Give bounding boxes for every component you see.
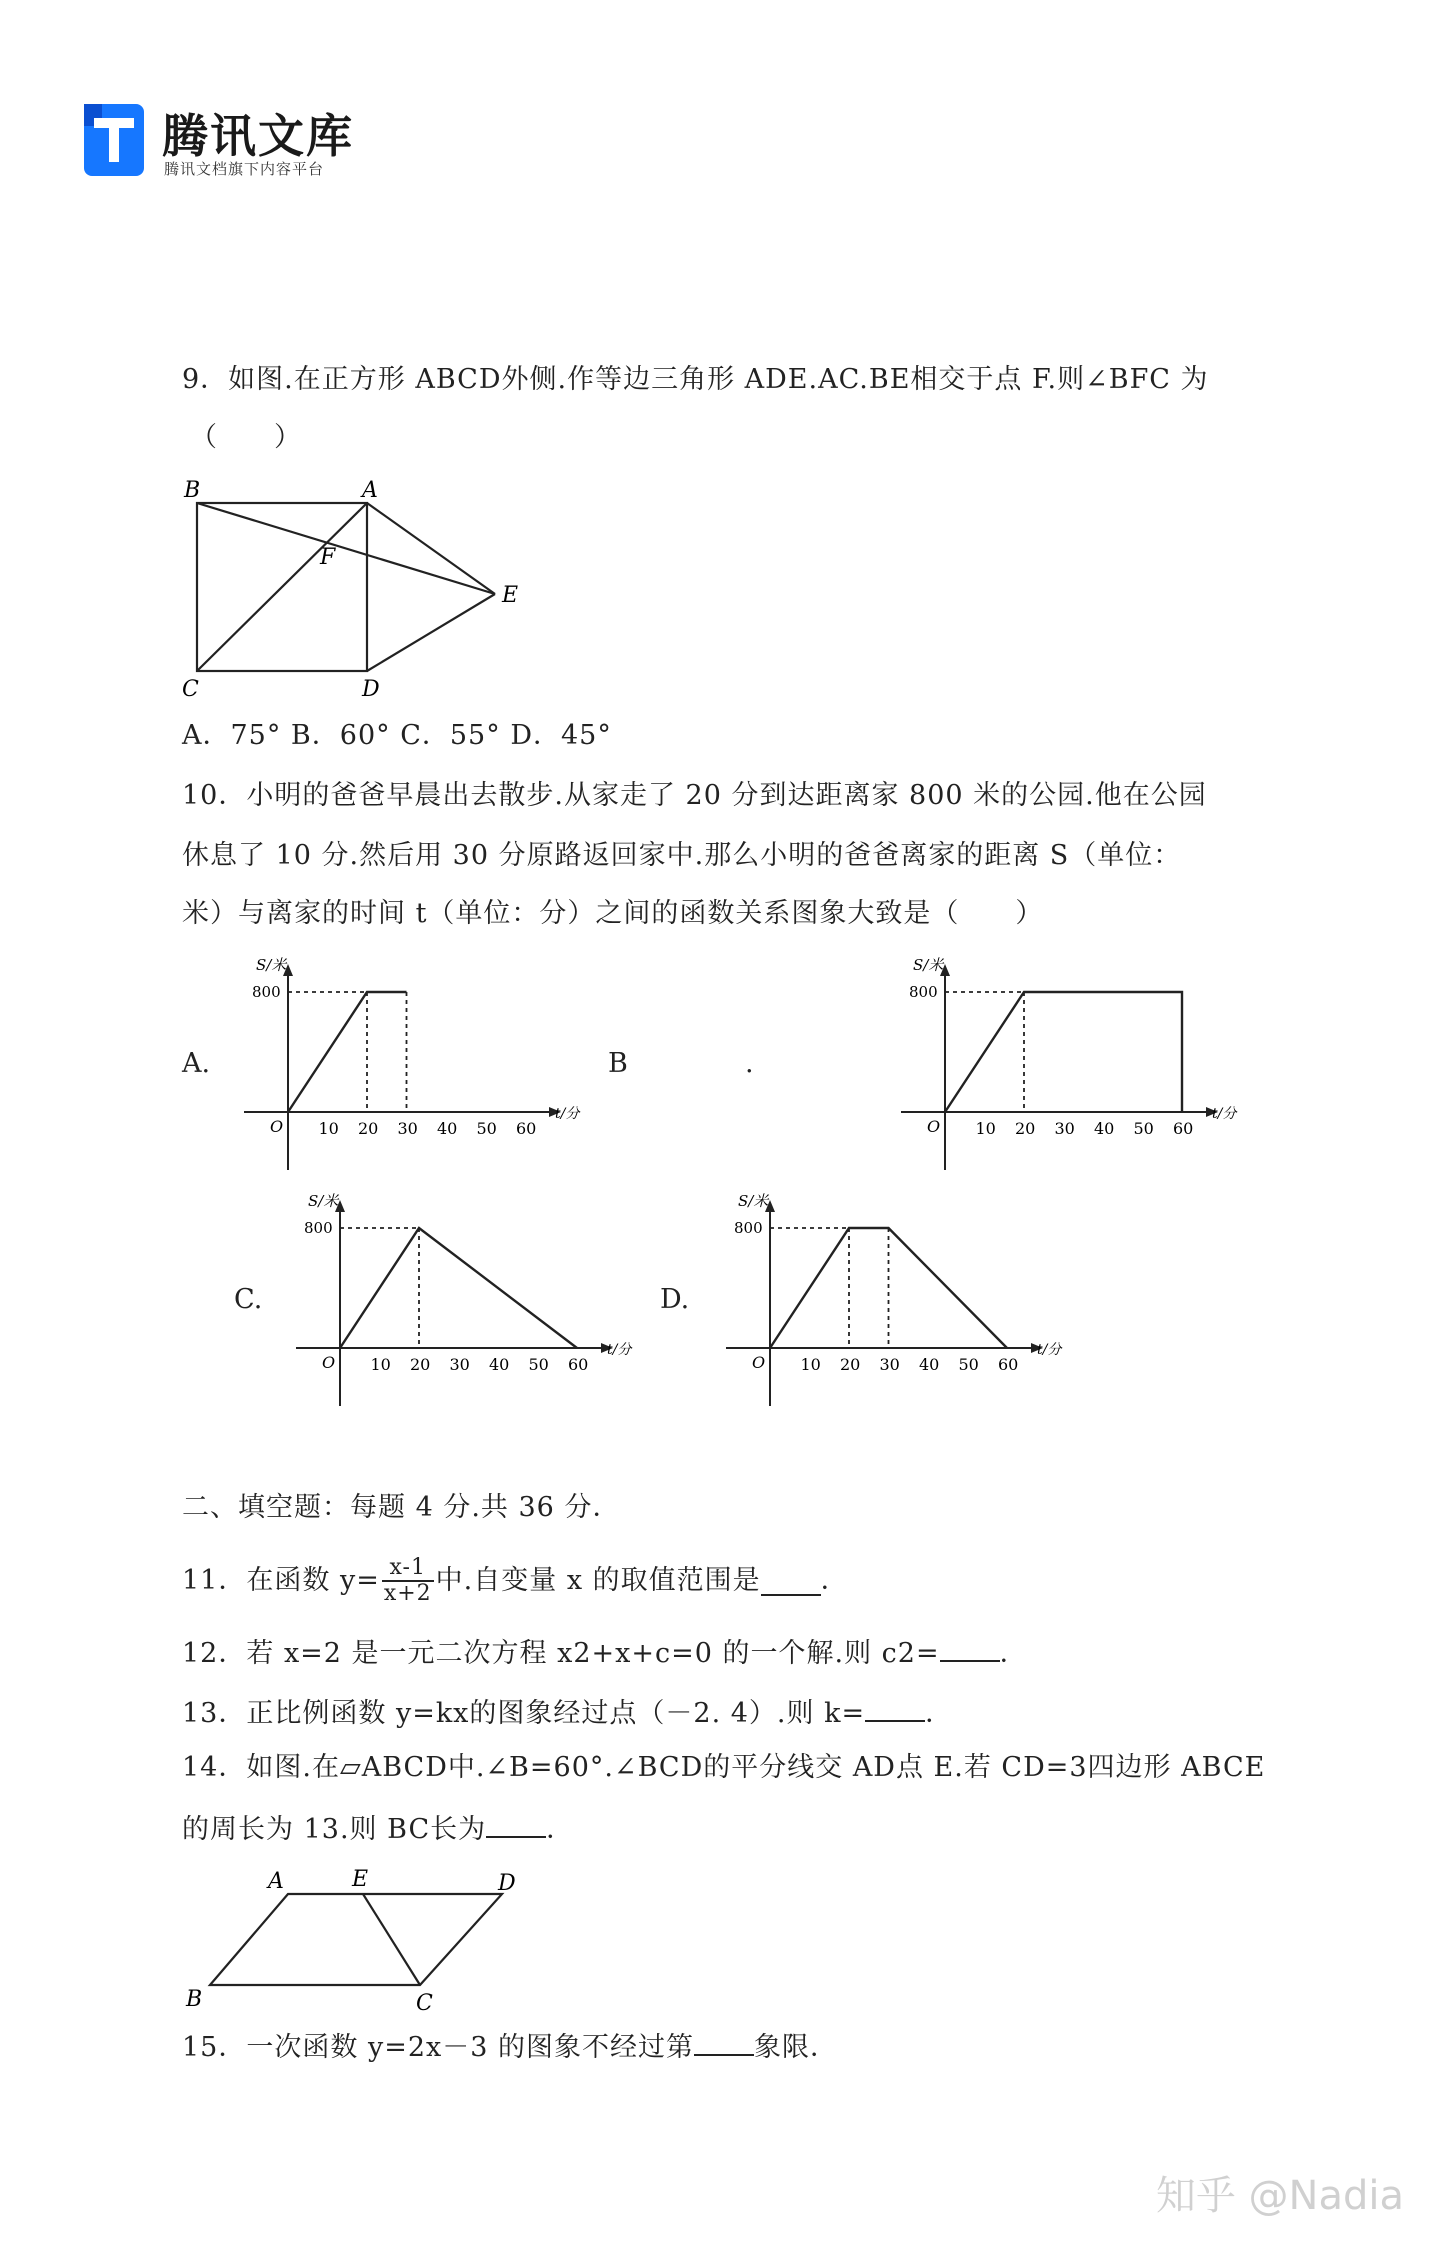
label-A: A [362,478,378,503]
q9-options: A．75° B．60° C．55° D．45° [182,720,612,751]
x-tick-label: 60 [568,1355,589,1374]
label-C: C [182,677,199,702]
label-B: B [184,478,201,503]
logo-title: 腾讯文库 [162,109,354,163]
q11-prefix: 11．在函数 y= [182,1565,380,1596]
q11-numerator: x-1 [382,1556,434,1582]
x-tick-label: 20 [1015,1119,1036,1138]
label-D: D [498,1871,516,1896]
q13-text: 13．正比例函数 y=kx的图象经过点（－2. 4）.则 k= [182,1698,866,1729]
x-tick-label: 10 [975,1119,996,1138]
option-B-label: B [608,1048,628,1079]
q13-blank[interactable] [865,1692,925,1722]
q12-text: 12．若 x=2 是一元二次方程 x2+x+c=0 的一个解.则 c2= [182,1638,940,1669]
label-B: B [186,1987,203,2012]
x-tick-label: 60 [516,1119,537,1138]
tencent-docs-t-icon [84,104,144,176]
y-tick-800: 800 [909,983,938,1001]
x-tick-label: 50 [958,1355,979,1374]
q14-end: ． [546,1814,575,1845]
x-tick-label: 50 [1133,1119,1154,1138]
series-line [945,992,1182,1112]
q10-line1: 10．小明的爸爸早晨出去散步.从家走了 20 分到达距离家 800 米的公园.他在公园 [182,780,1207,811]
q14-blank[interactable] [486,1808,546,1838]
graph-D [710,1186,1070,1411]
section2-heading: 二、填空题：每题 4 分.共 36 分． [182,1492,621,1523]
x-tick-label: 20 [840,1355,861,1374]
origin-label: O [270,1117,284,1136]
option-A-label: A. [182,1048,211,1079]
label-E: E [352,1867,369,1892]
graph-C [280,1186,640,1411]
q14-line2-wrap [182,1808,574,1848]
x-tick-label: 30 [1054,1119,1075,1138]
y-tick-800: 800 [304,1219,333,1237]
q13-end: ． [925,1698,954,1729]
q14-line1: 14．如图.在▱ABCD中.∠B=60°.∠BCD的平分线交 AD点 E.若 CD=3四边形 ABCE [182,1752,1266,1783]
q11-denominator: x+2 [383,1581,432,1606]
x-axis-label: t/分 [1212,1106,1237,1122]
q11-suffix: 中.自变量 x 的取值范围是 [435,1565,761,1596]
logo-subtitle: 腾讯文档旗下内容平台 [164,160,325,178]
x-axis-label: t/分 [607,1342,632,1358]
label-D: D [362,677,380,702]
x-tick-label: 40 [1094,1119,1115,1138]
label-F: F [320,545,336,570]
origin-label: O [927,1117,941,1136]
q14-parallelogram-figure [180,1860,540,2020]
q10-line3: 米）与离家的时间 t（单位：分）之间的函数关系图象大致是（ ） [182,898,1044,929]
x-tick-label: 30 [397,1119,418,1138]
series-line [288,992,407,1112]
q12-blank[interactable] [940,1632,1000,1662]
label-E: E [502,583,519,608]
y-axis-label: S/米 [738,1192,769,1210]
x-tick-label: 10 [800,1355,821,1374]
q11-end: ． [820,1565,849,1596]
x-tick-label: 20 [358,1119,379,1138]
q15-line [182,2026,838,2066]
origin-label: O [322,1353,336,1372]
x-tick-label: 30 [879,1355,900,1374]
x-axis-label: t/分 [1037,1342,1062,1358]
q9-paren: （ ） [190,422,302,453]
x-axis-label: t/分 [555,1106,580,1122]
y-axis-label: S/米 [913,956,944,974]
option-D-label: D. [660,1284,690,1315]
q9-square-figure [170,470,540,710]
x-tick-label: 60 [998,1355,1019,1374]
q15-end: 象限． [753,2032,838,2063]
option-B-dot: . [745,1048,754,1079]
x-tick-label: 10 [318,1119,339,1138]
graph-B [885,950,1245,1175]
q14-line2: 的周长为 13.则 BC长为 [182,1814,487,1845]
q9-text: 9．如图.在正方形 ABCD外侧.作等边三角形 ADE.AC.BE相交于点 F.则∠BFC 为 [182,364,1209,395]
watermark: 知乎 @Nadia [1155,2173,1404,2219]
q13-line [182,1692,953,1732]
y-axis-label: S/米 [256,956,287,974]
label-A: A [268,1869,284,1894]
q10-line2: 休息了 10 分.然后用 30 分原路返回家中.那么小明的爸爸离家的距离 S（单位： [182,840,1182,871]
x-tick-label: 40 [437,1119,458,1138]
x-tick-label: 60 [1173,1119,1194,1138]
x-tick-label: 40 [919,1355,940,1374]
x-tick-label: 30 [449,1355,470,1374]
q15-blank[interactable] [694,2026,754,2056]
series-line [340,1228,577,1348]
x-tick-label: 50 [476,1119,497,1138]
q11-blank[interactable] [761,1566,821,1596]
label-C: C [416,1991,433,2016]
graph-A [228,950,588,1175]
y-axis-label: S/米 [308,1192,339,1210]
x-tick-label: 50 [528,1355,549,1374]
x-tick-label: 20 [410,1355,431,1374]
y-tick-800: 800 [734,1219,763,1237]
origin-label: O [752,1353,766,1372]
x-tick-label: 40 [489,1355,510,1374]
x-tick-label: 10 [370,1355,391,1374]
q11-fraction [382,1556,434,1606]
q15-text: 15．一次函数 y=2x－3 的图象不经过第 [182,2032,694,2063]
y-tick-800: 800 [252,983,281,1001]
q12-end: ． [999,1638,1028,1669]
option-C-label: C. [234,1284,263,1315]
q11-line [182,1548,849,1614]
q12-line [182,1632,1028,1672]
